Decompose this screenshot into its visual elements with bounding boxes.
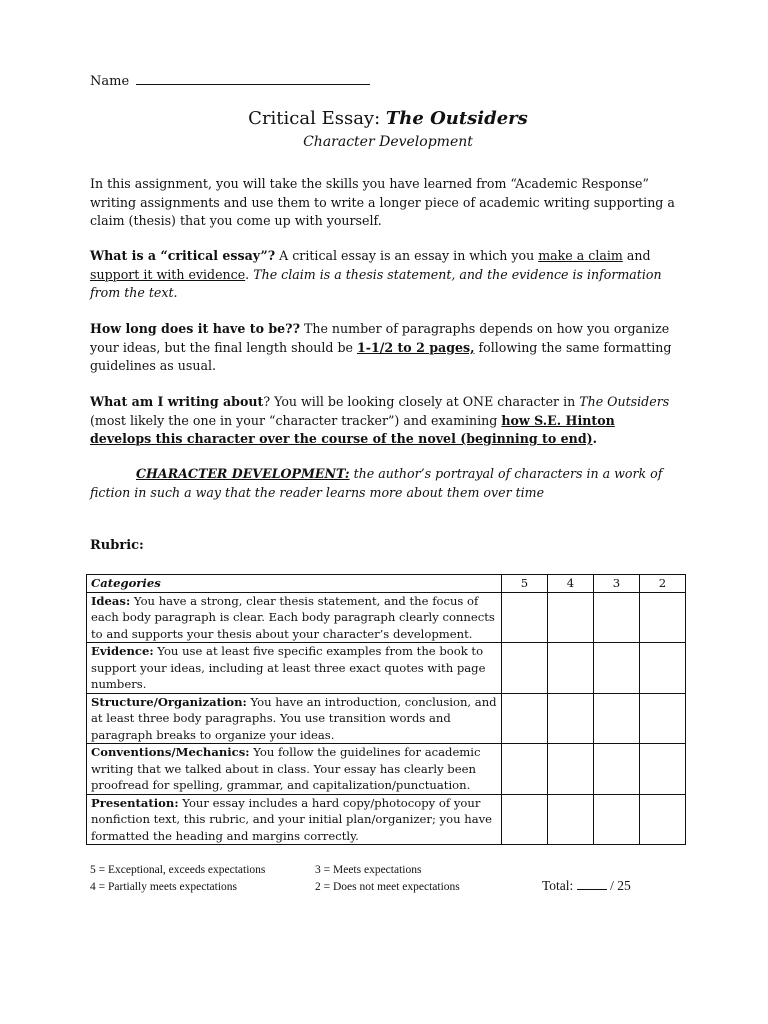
score-cell-2[interactable] bbox=[640, 592, 686, 643]
rubric-row-presentation bbox=[87, 794, 686, 845]
rubric-row-evidence bbox=[87, 643, 686, 694]
rubric-criterion bbox=[87, 643, 502, 694]
rubric-row-conventions bbox=[87, 744, 686, 795]
what-is-paragraph bbox=[90, 247, 680, 303]
score-cell-4[interactable] bbox=[548, 643, 594, 694]
what-about-paragraph bbox=[90, 393, 680, 449]
how-long-length: 1-1/2 to 2 pages, bbox=[356, 339, 475, 355]
score-cell-5[interactable] bbox=[502, 643, 548, 694]
rubric-table bbox=[86, 574, 686, 845]
name-line bbox=[90, 72, 370, 89]
criterion-title: Evidence: bbox=[91, 644, 154, 658]
score-cell-4[interactable] bbox=[548, 693, 594, 744]
score-cell-3[interactable] bbox=[594, 643, 640, 694]
total-blank[interactable] bbox=[577, 877, 607, 890]
definition-term: CHARACTER DEVELOPMENT: bbox=[136, 466, 350, 481]
key-2: 2 = Does not meet expectations bbox=[315, 881, 460, 893]
criterion-title: Ideas: bbox=[91, 593, 131, 608]
what-is-text-3: . bbox=[245, 266, 254, 282]
what-about-focus: how S.E. Hinton develops this character over the course of the novel (beginning to end) bbox=[90, 412, 615, 446]
score-cell-3[interactable] bbox=[594, 592, 640, 643]
intro-paragraph: In this assignment, you will take the skills you have learned from “Academic Response” writing assignments and use them to write a longer piece of academic writing supporting a claim (thesis) that you come up with yourself. bbox=[90, 176, 675, 228]
what-about-text-2: (most likely the one in your “character tracker”) and examining bbox=[90, 412, 502, 428]
criterion-title: Conventions/Mechanics: bbox=[91, 745, 250, 759]
what-is-italic: The claim is a thesis statement, and the evidence is information from the text. bbox=[90, 266, 662, 300]
rubric-criterion bbox=[87, 693, 502, 744]
what-is-text-2: and bbox=[622, 248, 651, 263]
what-is-text: A critical essay is an essay in which you bbox=[275, 248, 539, 263]
rubric-header-3: 3 bbox=[594, 575, 640, 593]
score-cell-4[interactable] bbox=[548, 794, 594, 845]
total-label: Total: bbox=[542, 878, 574, 893]
score-cell-5[interactable] bbox=[502, 693, 548, 744]
criterion-text: You have an introduction, conclusion, and at least three body paragraphs. You use transition words and paragraph breaks to organize your ideas. bbox=[91, 694, 497, 742]
name-label: Name bbox=[90, 74, 130, 89]
score-key-left bbox=[90, 862, 265, 896]
score-cell-5[interactable] bbox=[502, 744, 548, 795]
rubric-criterion bbox=[87, 592, 502, 643]
rubric-label: Rubric: bbox=[90, 538, 144, 553]
what-is-underline-claim: make a claim bbox=[538, 248, 623, 263]
score-key-right bbox=[315, 862, 460, 896]
total-suffix: / 25 bbox=[606, 878, 631, 893]
what-is-underline-evidence: support it with evidence bbox=[90, 266, 246, 282]
rubric-row-ideas bbox=[87, 592, 686, 643]
score-cell-5[interactable] bbox=[502, 592, 548, 643]
score-cell-2[interactable] bbox=[640, 744, 686, 795]
key-5: 5 = Exceptional, exceeds expectations bbox=[90, 864, 266, 876]
criterion-text: You follow the guidelines for academic writing that we talked about in class. Your essay has clearly been proofread for spelling, grammar, and capitalization/punctuation. bbox=[91, 745, 481, 792]
rubric-header-categories: Categories bbox=[87, 575, 502, 593]
total-score bbox=[542, 877, 631, 894]
rubric-header-4: 4 bbox=[548, 575, 594, 593]
criterion-title: Presentation: bbox=[91, 795, 179, 810]
definition-text: the author’s portrayal of characters in a work of fiction in such a way that the reader learns more about them over time bbox=[90, 466, 663, 500]
score-cell-3[interactable] bbox=[594, 744, 640, 795]
page-subtitle: Character Development bbox=[303, 134, 473, 150]
what-about-text: ? You will be looking closely at ONE character in bbox=[263, 394, 580, 409]
score-cell-4[interactable] bbox=[548, 592, 594, 643]
rubric-row-structure bbox=[87, 693, 686, 744]
rubric-header-2: 2 bbox=[640, 575, 686, 593]
how-long-question: How long does it have to be?? bbox=[90, 321, 300, 336]
rubric-header-5: 5 bbox=[502, 575, 548, 593]
rubric-criterion bbox=[87, 744, 502, 795]
criterion-text: Your essay includes a hard copy/photocopy of your nonfiction text, this rubric, and your initial plan/organizer; you have formatted the heading and margins correctly. bbox=[91, 795, 493, 843]
title-book: The Outsiders bbox=[385, 108, 528, 129]
title-prefix: Critical Essay: bbox=[248, 108, 386, 129]
score-cell-2[interactable] bbox=[640, 794, 686, 845]
criterion-text: You use at least five specific examples from the book to support your ideas, including at least three exact quotes with page numbers. bbox=[91, 644, 486, 691]
what-about-period: . bbox=[592, 431, 597, 446]
score-cell-2[interactable] bbox=[640, 643, 686, 694]
what-is-question: What is a “critical essay”? bbox=[90, 248, 276, 263]
definition-paragraph bbox=[90, 465, 680, 502]
name-blank[interactable] bbox=[136, 72, 370, 85]
how-long-paragraph bbox=[90, 320, 680, 376]
key-4: 4 = Partially meets expectations bbox=[90, 881, 238, 893]
score-cell-3[interactable] bbox=[594, 794, 640, 845]
criterion-text: You have a strong, clear thesis statement, and the focus of each body paragraph is clear. Each body paragraph clearly connects to and supports your thesis about your character’s development. bbox=[91, 593, 495, 641]
score-cell-5[interactable] bbox=[502, 794, 548, 845]
rubric-criterion bbox=[87, 794, 502, 845]
what-about-question: What am I writing about bbox=[90, 394, 264, 409]
how-long-text-2: following the same formatting guidelines as usual. bbox=[90, 339, 672, 373]
criterion-title: Structure/Organization: bbox=[91, 694, 247, 709]
score-cell-3[interactable] bbox=[594, 693, 640, 744]
rubric-header-row bbox=[87, 575, 686, 593]
how-long-text: The number of paragraphs depends on how you organize your ideas, but the final length should be bbox=[90, 321, 670, 355]
page-title bbox=[90, 108, 686, 129]
score-cell-2[interactable] bbox=[640, 693, 686, 744]
what-about-book: The Outsiders bbox=[579, 394, 670, 409]
key-3: 3 = Meets expectations bbox=[315, 864, 422, 876]
score-cell-4[interactable] bbox=[548, 744, 594, 795]
